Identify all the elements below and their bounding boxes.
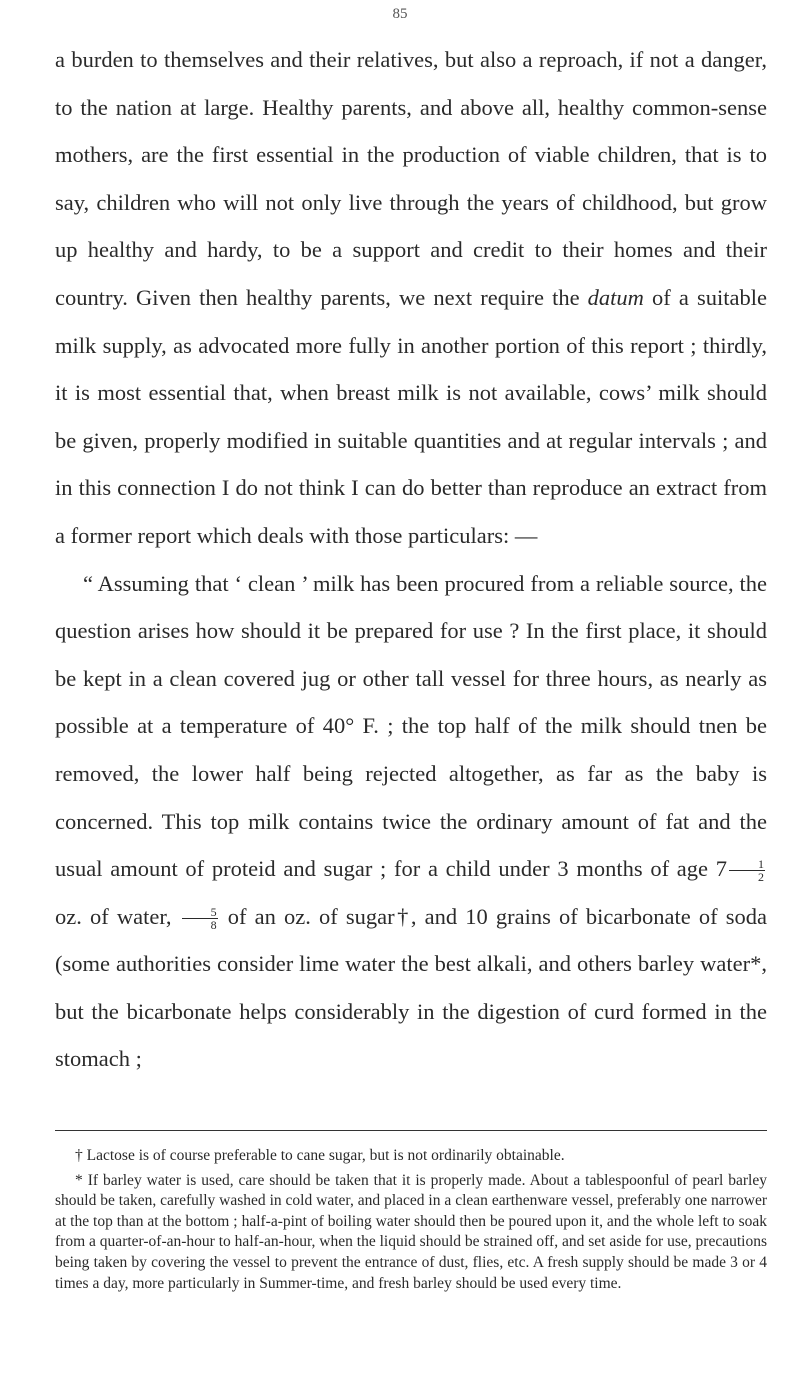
fraction-half-numerator: 1	[729, 858, 765, 871]
paragraph-2-text-c: of an oz. of sugar†, and 10 grains of bicarbonate of soda (some authorities consider lime water the best alkali, and others barley water*, but the bicarbonate helps considerably in the digestion of curd formed in the stomach ;	[55, 903, 767, 1072]
paragraph-1	[55, 36, 767, 560]
fraction-five-eighths-numerator: 5	[182, 906, 218, 919]
paragraph-2-text-b: oz. of water,	[55, 903, 180, 929]
paragraph-1-text-a: a burden to themselves and their relatives, but also a reproach, if not a danger, to the nation at large. Healthy parents, and above all, healthy common-sense mothers, are the first essential in the production of viable children, that is to say, children who will not only live through the years of childhood, but grow up healthy and hardy, to be a support and credit to their homes and their country. Given then healthy parents, we next require the	[55, 47, 767, 310]
footnote-asterisk: * If barley water is used, care should be taken that it is properly made. About a tablespoonful of pearl barley should be taken, carefully washed in cold water, and placed in a clean earthenware vessel, preferably one narrower at the top than at the bottom ; half-a-pint of boiling water should then be poured upon it, and the whole left to soak from a quarter-of-an-hour to half-an-hour, when the liquid should be strained off, and set aside for use, precautions being taken by covering the vessel to prevent the entrance of dust, flies, etc. A fresh supply should be made 3 or 4 times a day, more particularly in Summer-time, and fresh barley should be used every time.	[55, 1171, 767, 1292]
paragraph-1-text-b: of a suitable milk supply, as advocated more fully in another portion of this report ; thirdly, it is most essential that, when breast milk is not available, cows’ milk should be given, properly modified in suitable quantities and at regular intervals ; and in this connection I do not think I can do better than reproduce an extract from a former report which deals with those particulars: —	[55, 284, 767, 548]
fraction-half-denominator: 2	[758, 870, 764, 885]
paragraph-2-text-a: “ Assuming that ‘ clean ’ milk has been procured from a reliable source, the question arises how should it be prepared for use ? In the first place, it should be kept in a clean covered jug or other tall vessel for three hours, as nearly as possible at a temperature of 40° F. ; the top half of the milk should tnen be removed, the lower half being rejected altogether, as far as the baby is concerned. This top milk contains twice the ordinary amount of fat and the usual amount of proteid and sugar ; for a child under 3 months of age 7	[55, 570, 767, 882]
footnotes	[55, 1146, 767, 1298]
footnote-dagger: † Lactose is of course preferable to cane sugar, but is not ordinarily obtainable.	[75, 1147, 565, 1164]
italic-datum: datum	[587, 284, 644, 310]
page-number: 85	[392, 6, 408, 22]
fraction-five-eighths	[182, 906, 218, 931]
body-text	[55, 36, 767, 1083]
paragraph-2-quote	[55, 560, 767, 1084]
footnote-divider	[55, 1130, 767, 1131]
fraction-five-eighths-denominator: 8	[210, 918, 217, 933]
fraction-half	[729, 858, 765, 883]
